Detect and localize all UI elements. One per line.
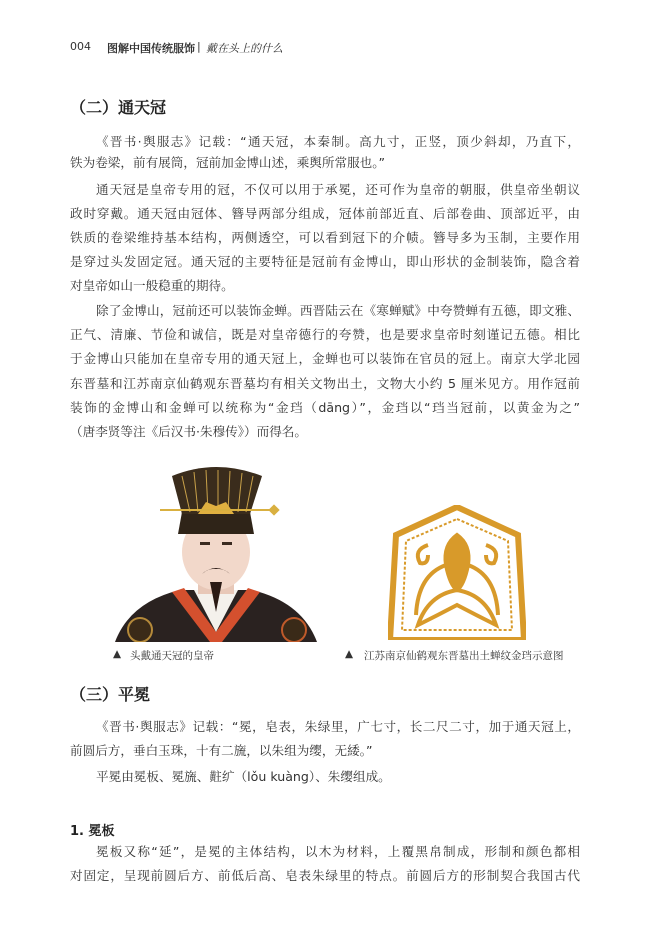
text-line: 《晋书·舆服志》记载：“冕，皂表，朱绿里，广七寸，长二尺二寸，加于通天冠上， [96,719,580,734]
text-line: 是穿过头发固定冠。通天冠的主要特征是冠前有金博山，即山形状的金制装饰，隐含着 [70,254,580,269]
text-line: 铁质的卷梁维持基本结构，两侧透空，可以看到冠下的介帻。簪导多为玉制，主要作用 [70,230,580,245]
text-line: 东晋墓和江苏南京仙鹤观东晋墓均有相关文物出土，文物大小约 5 厘米见方。用作冠前 [70,376,580,391]
text-line: 铁为卷梁，前有展筒，冠前加金博山述，乘舆所常服也。” [70,155,386,170]
triangle-marker-icon: ▲ [345,648,354,660]
text-line: 装饰的金博山和金蝉可以统称为“金珰（dāng）”，金珰以“珰当冠前，以黄金为之” [70,400,580,415]
emperor-illustration [110,462,322,642]
text-line: 政时穿戴。通天冠由冠体、簪导两部分组成，冠体前部近直、后部卷曲、顶部近平，由 [70,206,580,221]
text-line: 《晋书·舆服志》记载：“通天冠，本秦制。高九寸，正竖，顶少斜却，乃直下， [96,134,580,149]
text-line: 于金博山只能加在皇帝专用的通天冠上，金蝉也可以装饰在官员的冠上。南京大学北园 [70,351,580,366]
section-heading: （三）平冕 [70,685,151,704]
book-title: 图解中国传统服饰 [107,42,195,55]
text-line: 除了金博山，冠前还可以装饰金蝉。西晋陆云在《寒蝉赋》中夸赞蝉有五德，即文雅、 [96,303,580,318]
text-line: （唐李贤等注《后汉书·朱穆传》）而得名。 [70,424,307,439]
caption-text: 江苏南京仙鹤观东晋墓出土蝉纹金珰示意图 [364,650,564,662]
page-number: 004 [70,40,91,53]
triangle-marker-icon: ▲ [113,648,122,660]
text-line: 前圆后方，垂白玉珠，十有二旒，以朱组为缨，无緌。” [70,743,373,758]
text-line: 冕板又称“延”，是冕的主体结构，以木为材料，上覆黑帛制成，形制和颜色都相 [96,844,580,859]
subsection-heading: 1. 冕板 [70,824,115,839]
section-heading: （二）通天冠 [70,98,167,117]
caption-text: 头戴通天冠的皇帝 [130,650,214,662]
text-line: 正气、清廉、节俭和诚信，既是对皇帝德行的夸赞，也是要求皇帝时刻谨记五德。相比 [70,327,580,342]
chapter-subtitle: 戴在头上的什么 [206,42,283,55]
text-line: 对固定，呈现前圆后方、前低后高、皂表朱绿里的特点。前圆后方的形制契合我国古代 [70,868,580,883]
text-line: 平冕由冕板、冕旒、黈纩（lǒu kuàng）、朱缨组成。 [96,769,391,784]
golden-cicada-dang-illustration [388,505,526,640]
text-line: 通天冠是皇帝专用的冠，不仅可以用于承冕，还可作为皇帝的朝服，供皇帝坐朝议 [96,182,580,197]
text-line: 对皇帝如山一般稳重的期待。 [70,278,234,293]
header-separator: | [197,40,201,53]
